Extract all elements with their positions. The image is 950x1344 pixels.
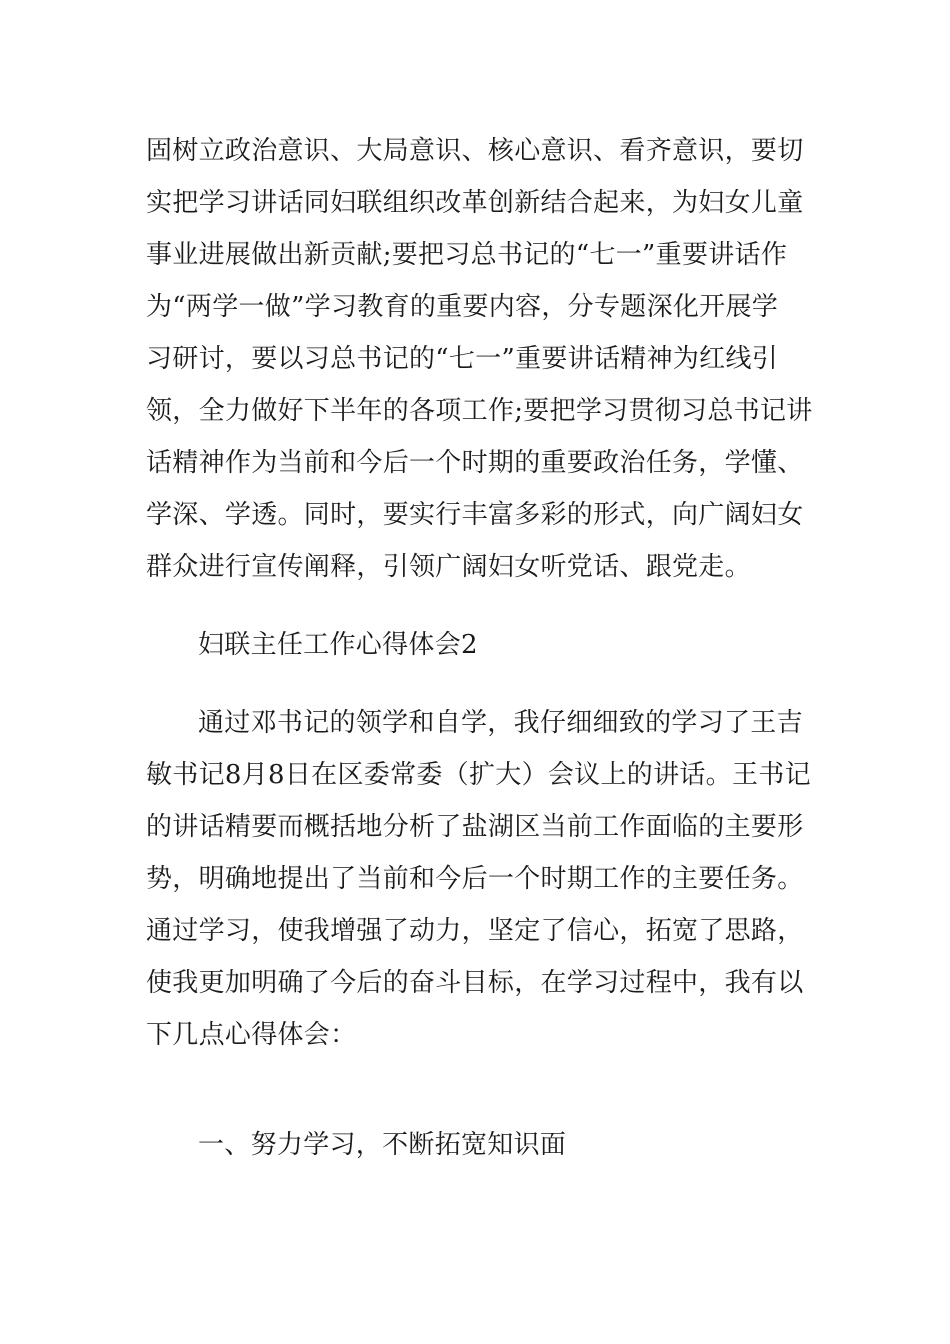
text-line: 实把学习讲话同妇联组织改革创新结合起来，为妇女儿童 bbox=[146, 188, 804, 218]
text-line: 习研讨，要以习总书记的“七一”重要讲话精神为红线引 bbox=[146, 344, 779, 374]
section-heading: 妇联主任工作心得体会2 bbox=[198, 630, 478, 660]
text-line: 势，明确地提出了当前和今后一个时期工作的主要任务。 bbox=[146, 864, 804, 894]
text-line: 学深、学透。同时，要实行丰富多彩的形式，向广阔妇女 bbox=[146, 500, 804, 530]
text-line: 敏书记8月8日在区委常委（扩大）会议上的讲话。王书记 bbox=[146, 760, 811, 790]
text-line: 领，全力做好下半年的各项工作;要把学习贯彻习总书记讲 bbox=[146, 396, 813, 426]
text-line: 固树立政治意识、大局意识、核心意识、看齐意识，要切 bbox=[146, 136, 804, 166]
text-line: 通过邓书记的领学和自学，我仔细细致的学习了王吉 bbox=[198, 708, 803, 738]
text-line: 的讲话精要而概括地分析了盐湖区当前工作面临的主要形 bbox=[146, 812, 804, 842]
text-line: 为“两学一做”学习教育的重要内容，分专题深化开展学 bbox=[146, 292, 779, 322]
text-line: 通过学习，使我增强了动力，坚定了信心，拓宽了思路， bbox=[146, 916, 804, 946]
text-line: 事业进展做出新贡献;要把习总书记的“七一”重要讲话作 bbox=[146, 240, 788, 270]
text-line: 话精神作为当前和今后一个时期的重要政治任务，学懂、 bbox=[146, 448, 804, 478]
subsection-heading: 一、努力学习，不断拓宽知识面 bbox=[198, 1130, 567, 1160]
text-line: 下几点心得体会： bbox=[146, 1020, 357, 1050]
text-line: 使我更加明确了今后的奋斗目标，在学习过程中，我有以 bbox=[146, 968, 804, 998]
text-line: 群众进行宣传阐释，引领广阔妇女听党话、跟党走。 bbox=[146, 552, 751, 582]
